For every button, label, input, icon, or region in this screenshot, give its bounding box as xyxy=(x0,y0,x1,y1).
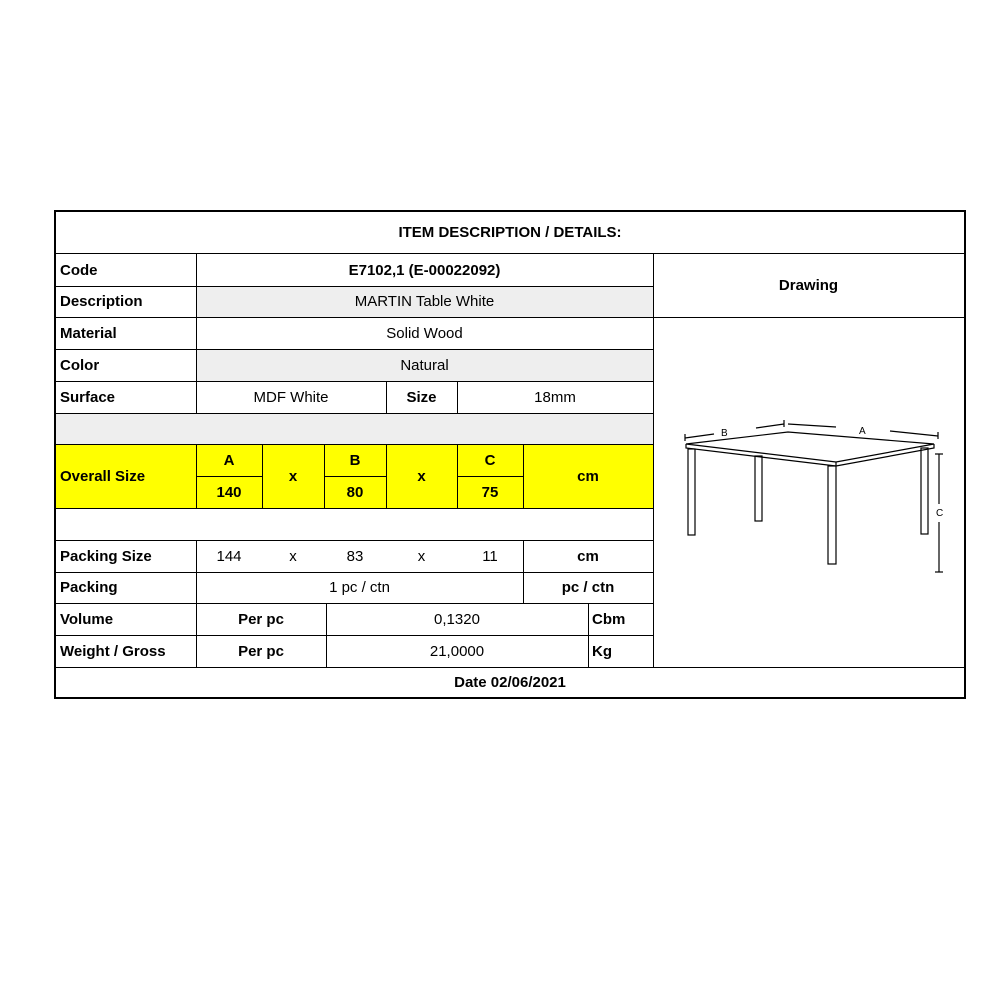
table-drawing xyxy=(676,412,946,612)
grid-line xyxy=(196,444,197,508)
packing-b-value: 83 xyxy=(346,547,364,565)
code-label: Code xyxy=(60,261,98,279)
overall-b-value: 80 xyxy=(346,483,364,501)
grid-line xyxy=(56,508,653,509)
description-label: Description xyxy=(60,293,143,310)
grid-line xyxy=(262,444,263,508)
sheet-title: ITEM DESCRIPTION / DETAILS: xyxy=(398,224,622,241)
overall-size-label: Overall Size xyxy=(60,467,146,485)
grid-line xyxy=(386,381,387,413)
surface-label: Surface xyxy=(60,388,116,406)
grid-line xyxy=(56,444,653,445)
weight-label: Weight / Gross xyxy=(60,642,166,660)
packing-x1: x xyxy=(289,547,297,565)
grid-line xyxy=(386,444,387,508)
grid-line xyxy=(196,540,197,667)
grid-line xyxy=(56,603,653,604)
spacer-shade xyxy=(56,413,653,444)
grid-line xyxy=(588,603,589,667)
packing-label: Packing xyxy=(60,579,118,596)
grid-line xyxy=(56,572,653,573)
volume-label: Volume xyxy=(60,610,114,628)
grid-line xyxy=(56,286,653,287)
packing-unit: pc / ctn xyxy=(561,579,615,596)
packing-c-value: 11 xyxy=(482,547,498,565)
overall-c-label: C xyxy=(484,451,496,469)
grid-line xyxy=(324,444,325,508)
color-label: Color xyxy=(60,356,100,374)
overall-x2: x xyxy=(417,467,426,485)
size-label: Size xyxy=(406,388,437,406)
weight-per: Per pc xyxy=(238,642,284,660)
overall-a-label: A xyxy=(223,451,235,469)
grid-line xyxy=(324,476,386,477)
grid-line xyxy=(56,381,653,382)
weight-value: 21,0000 xyxy=(429,642,485,660)
grid-line xyxy=(523,444,524,508)
grid-line xyxy=(56,317,964,318)
grid-line xyxy=(56,635,653,636)
grid-line xyxy=(457,476,523,477)
grid-line xyxy=(56,349,653,350)
grid-line xyxy=(56,413,653,414)
item-details-sheet xyxy=(54,210,966,699)
dim-a-label: A xyxy=(859,426,866,437)
table-outline xyxy=(685,420,943,572)
grid-line xyxy=(523,540,524,603)
footer-date: Date 02/06/2021 xyxy=(454,673,566,691)
packing-size-unit: cm xyxy=(577,547,599,565)
grid-line xyxy=(196,254,197,413)
volume-value: 0,1320 xyxy=(434,610,480,628)
size-value: 18mm xyxy=(534,388,576,406)
description-value: MARTIN Table White xyxy=(354,293,495,310)
code-value: E7102,1 (E-00022092) xyxy=(348,261,501,279)
volume-unit: Cbm xyxy=(592,610,626,628)
packing-x2: x xyxy=(417,547,426,565)
grid-line xyxy=(326,603,327,667)
packing-a-value: 144 xyxy=(216,547,242,565)
overall-unit: cm xyxy=(577,467,599,485)
overall-x1: x xyxy=(288,467,298,485)
color-value: Natural xyxy=(400,356,449,374)
grid-line xyxy=(653,254,654,667)
grid-line xyxy=(196,476,262,477)
grid-line xyxy=(457,381,458,413)
weight-unit: Kg xyxy=(592,642,612,660)
volume-per: Per pc xyxy=(238,610,284,628)
overall-c-value: 75 xyxy=(481,483,499,501)
surface-value: MDF White xyxy=(253,388,329,406)
packing-size-label: Packing Size xyxy=(60,547,152,565)
grid-line xyxy=(56,540,653,541)
material-value: Solid Wood xyxy=(386,324,463,342)
material-label: Material xyxy=(60,324,117,342)
packing-value: 1 pc / ctn xyxy=(329,579,390,596)
dim-b-label: B xyxy=(721,428,728,439)
grid-line xyxy=(56,253,964,254)
overall-a-value: 140 xyxy=(216,483,242,501)
grid-line xyxy=(457,444,458,508)
grid-line xyxy=(56,667,964,668)
dim-c-label: C xyxy=(936,508,944,519)
drawing-label: Drawing xyxy=(778,277,839,294)
overall-b-label: B xyxy=(349,451,361,469)
